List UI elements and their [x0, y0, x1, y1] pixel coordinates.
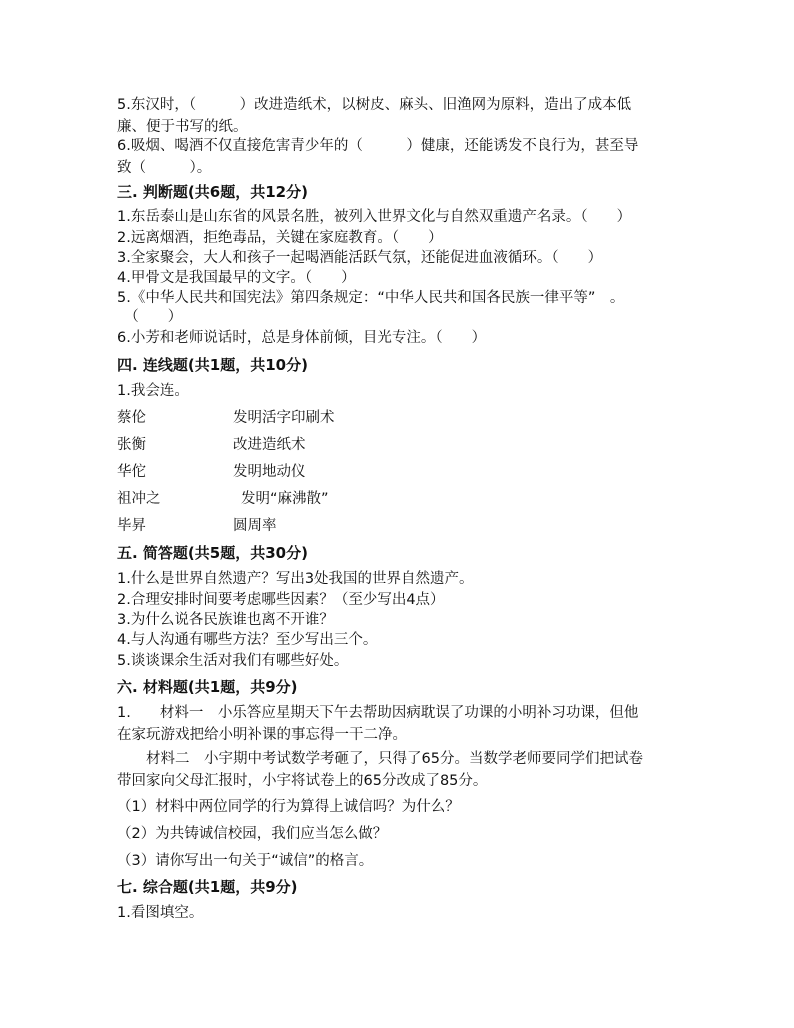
short-item-2: 2.合理安排时间要考虑哪些因素？（至少写出4点）	[117, 592, 445, 608]
judge-item-3: 3.全家聚会，大人和孩子一起喝酒能活跃气氛，还能促进血液循环。（ ）	[117, 250, 603, 266]
section-6-heading: 六. 材料题(共1题，共9分)	[117, 678, 298, 696]
section-5-heading: 五. 简答题(共5题，共30分)	[117, 544, 308, 562]
material-1-line-2: 在家玩游戏把给小明补课的事忘得一干二净。	[117, 727, 407, 743]
match-right-5: 圆周率	[233, 518, 277, 534]
judge-item-2: 2.远离烟酒，拒绝毒品，关键在家庭教育。（ ）	[117, 230, 443, 246]
match-left-2: 张衡	[117, 437, 146, 453]
judge-item-6: 6.小芳和老师说话时，总是身体前倾，目光专注。（ ）	[117, 330, 487, 346]
match-right-2: 改进造纸术	[233, 437, 306, 453]
material-2-line-2: 带回家向父母汇报时，小宇将试卷上的65分改成了85分。	[117, 773, 488, 789]
judge-item-4: 4.甲骨文是我国最早的文字。（ ）	[117, 270, 356, 286]
match-left-1: 蔡伦	[117, 410, 146, 426]
match-right-4: 发明“麻沸散”	[241, 491, 329, 507]
match-intro: 1.我会连。	[117, 383, 189, 399]
comprehensive-intro: 1.看图填空。	[117, 905, 204, 921]
section-3-heading: 三. 判断题(共6题，共12分)	[117, 183, 308, 201]
section-7-heading: 七. 综合题(共1题，共9分)	[117, 878, 298, 896]
match-left-5: 毕昇	[117, 518, 146, 534]
judge-item-1: 1.东岳泰山是山东省的风景名胜，被列入世界文化与自然双重遗产名录。（ ）	[117, 209, 632, 225]
question-6-line-1: 6.吸烟、喝酒不仅直接危害青少年的（ ）健康，还能诱发不良行为，甚至导	[117, 138, 639, 154]
match-right-3: 发明地动仪	[233, 464, 306, 480]
short-item-5: 5.谈谈课余生活对我们有哪些好处。	[117, 653, 349, 669]
judge-item-5: 5.《中华人民共和国宪法》第四条规定：“中华人民共和国各民族一律平等” 。	[117, 290, 625, 306]
judge-item-5-blank: （ ）	[117, 309, 183, 325]
match-left-4: 祖冲之	[117, 491, 161, 507]
match-right-1: 发明活字印刷术	[233, 410, 335, 426]
material-2-line-1: 材料二 小宇期中考试数学考砸了，只得了65分。当数学老师要同学们把试卷	[117, 751, 643, 767]
material-question-3: （3）请你写出一句关于“诚信”的格言。	[117, 853, 374, 869]
question-5-line-1: 5.东汉时，（ ）改进造纸术，以树皮、麻头、旧渔网为原料，造出了成本低	[117, 97, 632, 113]
short-item-3: 3.为什么说各民族谁也离不开谁？	[117, 612, 334, 628]
short-item-4: 4.与人沟通有哪些方法？至少写出三个。	[117, 632, 378, 648]
question-5-line-2: 廉、便于书写的纸。	[117, 119, 248, 135]
section-4-heading: 四. 连线题(共1题，共10分)	[117, 356, 308, 374]
match-left-3: 华佗	[117, 464, 146, 480]
material-question-1: （1）材料中两位同学的行为算得上诚信吗？为什么？	[117, 799, 460, 815]
material-question-2: （2）为共铸诚信校园，我们应当怎么做？	[117, 826, 388, 842]
question-6-line-2: 致（ ）。	[117, 160, 212, 176]
material-1-line-1: 1. 材料一 小乐答应星期天下午去帮助因病耽误了功课的小明补习功课，但他	[117, 705, 639, 721]
short-item-1: 1.什么是世界自然遗产？写出3处我国的世界自然遗产。	[117, 571, 474, 587]
